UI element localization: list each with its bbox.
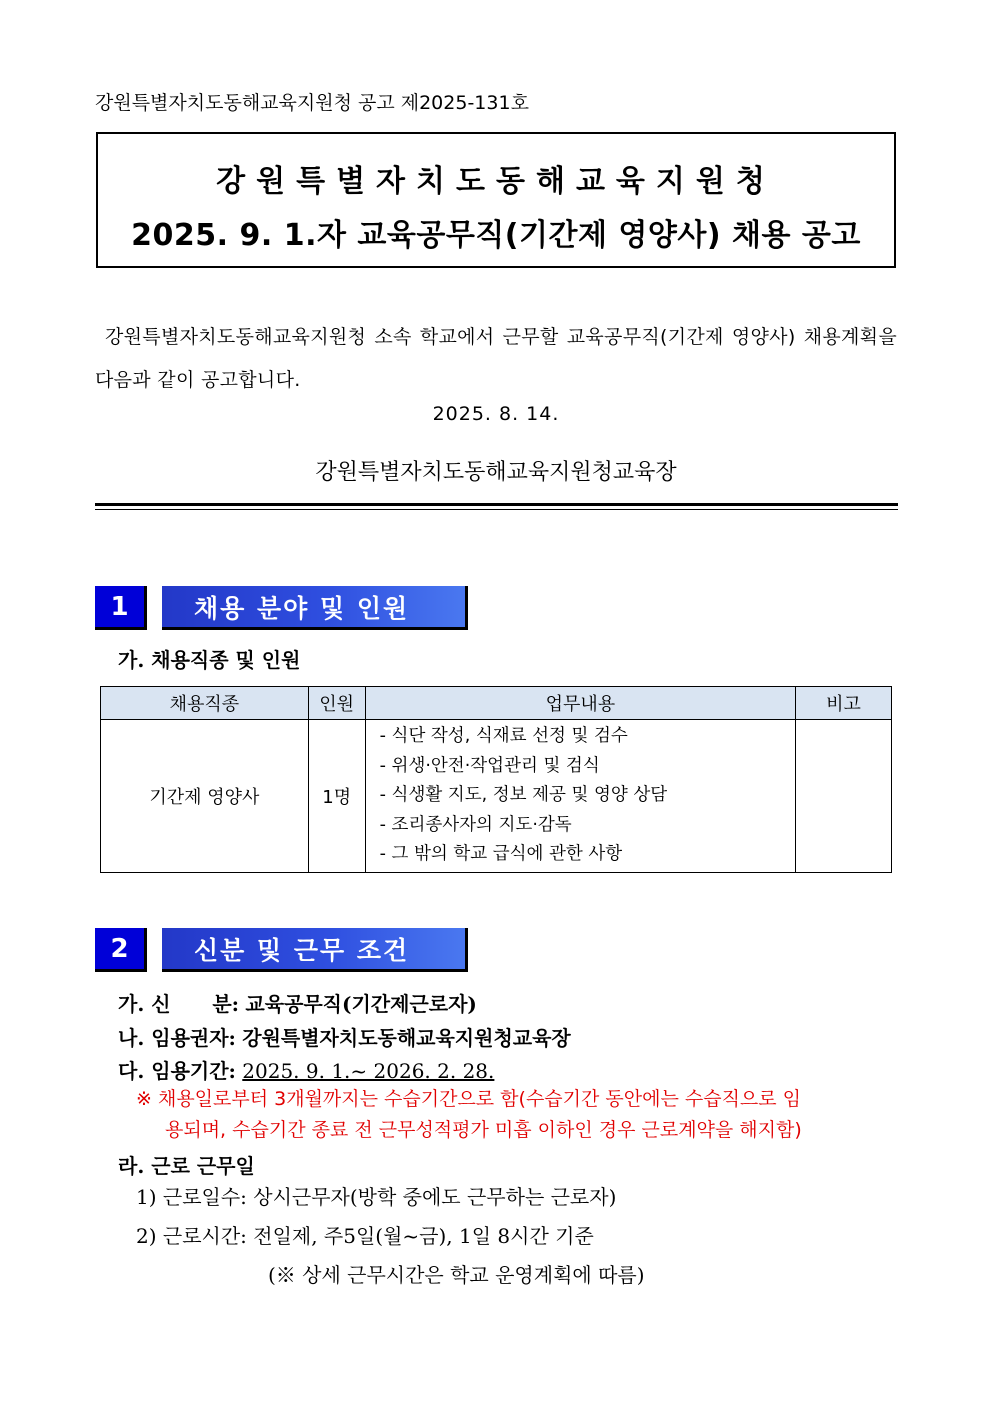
status-row (118, 988, 477, 1017)
section-1-number: 1 (95, 586, 147, 630)
intro-text: 강원특별자치도동해교육지원청 소속 학교에서 근무할 교육공무직(기간제 영양사) 채용계획을 다음과 같이 공고합니다. (95, 326, 897, 391)
title-line-1: 강원특별자치도동해교육지원청 (216, 164, 776, 199)
appointer-value: 강원특별자치도동해교육지원청교육장 (242, 1026, 571, 1050)
status-label: 가. 신 분: (118, 992, 240, 1016)
duty-item: - 그 밖의 학교 급식에 관한 사항 (379, 844, 623, 865)
cell-count: 1명 (308, 720, 365, 873)
appointer-row (118, 1022, 571, 1051)
period-row (118, 1055, 494, 1084)
cell-job: 기간제 영양사 (101, 720, 309, 873)
divider-thick (95, 503, 898, 506)
header-job: 채용직종 (101, 687, 309, 720)
probation-line-2: 용되며, 수습기간 종료 전 근무성적평가 미흡 이하인 경우 근로계약을 해지함) (165, 1119, 802, 1141)
cell-duties (365, 720, 795, 873)
appointer-label: 나. 임용권자: (118, 1026, 236, 1050)
duty-item: - 식생활 지도, 정보 제공 및 영양 상담 (379, 785, 668, 806)
status-value: 교육공무직(기간제근로자) (245, 992, 477, 1016)
section-2-title: 신분 및 근무 조건 (162, 928, 468, 972)
title-line-2: 2025. 9. 1.자 교육공무직(기간제 영양사) 채용 공고 (131, 218, 861, 253)
header-duties: 업무내용 (365, 687, 795, 720)
header-note: 비고 (796, 687, 892, 720)
table-header-row (101, 687, 892, 720)
jobs-table (100, 686, 892, 873)
workday-heading: 라. 근로 근무일 (118, 1154, 255, 1178)
header-count: 인원 (308, 687, 365, 720)
workdays: 1) 근로일수: 상시근무자(방학 중에도 근무하는 근로자) (136, 1185, 617, 1209)
workhours-note: (※ 상세 근무시간은 학교 운영계획에 따름) (268, 1263, 645, 1287)
title-box (96, 132, 896, 268)
section-1-subheading: 가. 채용직종 및 인원 (118, 648, 301, 672)
probation-line-1: ※ 채용일로부터 3개월까지는 수습기간으로 함(수습기간 동안에는 수습직으로 임 (136, 1088, 802, 1110)
divider-thin (95, 509, 898, 510)
section-2-number: 2 (95, 928, 147, 972)
signer: 강원특별자치도동해교육지원청교육장 (315, 460, 677, 485)
workhours: 2) 근로시간: 전일제, 주5일(월~금), 1일 8시간 기준 (136, 1224, 594, 1248)
table-row (101, 720, 892, 873)
duty-item: - 식단 작성, 식재료 선정 및 검수 (379, 726, 628, 747)
notice-date: 2025. 8. 14. (432, 403, 560, 425)
period-value: 2025. 9. 1.~ 2026. 2. 28. (242, 1059, 495, 1083)
duty-item: - 위생·안전·작업관리 및 검식 (379, 755, 600, 776)
notice-number: 강원특별자치도동해교육지원청 공고 제2025-131호 (95, 92, 529, 114)
period-label: 다. 임용기간: (118, 1059, 236, 1083)
duty-item: - 조리종사자의 지도·감독 (379, 814, 572, 835)
section-1-title: 채용 분야 및 인원 (162, 586, 468, 630)
cell-note (796, 720, 892, 873)
